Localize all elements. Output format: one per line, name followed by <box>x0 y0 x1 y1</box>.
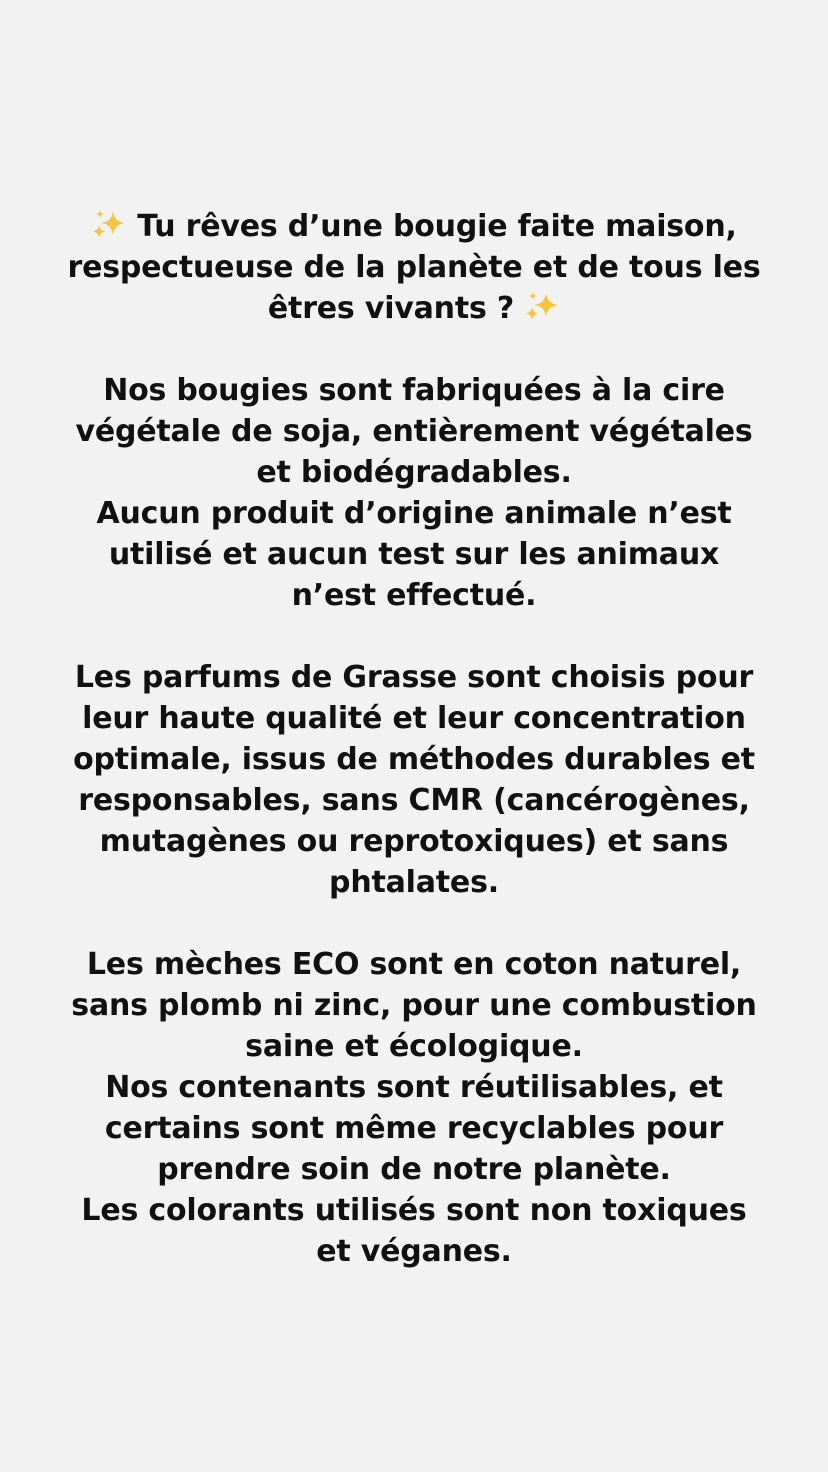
wax-line-2: végétale de soja, entièrement végétales <box>75 414 753 449</box>
materials-line-2: sans plomb ni zinc, pour une combustion <box>71 988 757 1023</box>
materials-line-7: Les colorants utilisés sont non toxiques <box>81 1193 747 1228</box>
wax-paragraph <box>40 370 788 616</box>
intro-paragraph <box>40 206 788 329</box>
intro-line-1-text: Tu rêves d’une bougie faite maison, <box>137 209 737 244</box>
materials-line-3: saine et écologique. <box>245 1029 583 1064</box>
wax-line-4: Aucun produit d’origine animale n’est <box>96 496 732 531</box>
wax-line-1: Nos bougies sont fabriquées à la cire <box>103 373 725 408</box>
perfume-line-4: responsables, sans CMR (cancérogènes, <box>78 783 750 818</box>
materials-line-8: et véganes. <box>316 1234 512 1269</box>
intro-line-1 <box>40 206 788 247</box>
wax-line-3: et biodégradables. <box>256 455 572 490</box>
materials-line-1: Les mèches ECO sont en coton naturel, <box>86 947 742 982</box>
intro-line-3-text: êtres vivants ? <box>267 291 515 326</box>
materials-line-6: prendre soin de notre planète. <box>157 1152 671 1187</box>
perfume-line-5: mutagènes ou reprotoxiques) et sans <box>99 824 729 859</box>
materials-line-5: certains sont même recyclables pour <box>104 1111 724 1146</box>
materials-line-4: Nos contenants sont réutilisables, et <box>105 1070 723 1105</box>
intro-line-2: respectueuse de la planète et de tous les <box>67 250 761 285</box>
perfume-paragraph <box>40 657 788 903</box>
story-text <box>40 206 788 1272</box>
materials-paragraph <box>40 944 788 1272</box>
wax-line-5: utilisé et aucun test sur les animaux <box>108 537 720 572</box>
perfume-line-6: phtalates. <box>329 865 499 900</box>
sparkles-icon <box>91 209 127 241</box>
perfume-line-3: optimale, issus de méthodes durables et <box>73 742 755 777</box>
perfume-line-2: leur haute qualité et leur concentration <box>82 701 746 736</box>
intro-line-3 <box>40 288 788 329</box>
wax-line-6: n’est effectué. <box>291 578 537 613</box>
perfume-line-1: Les parfums de Grasse sont choisis pour <box>74 660 754 695</box>
sparkles-icon <box>524 291 560 323</box>
